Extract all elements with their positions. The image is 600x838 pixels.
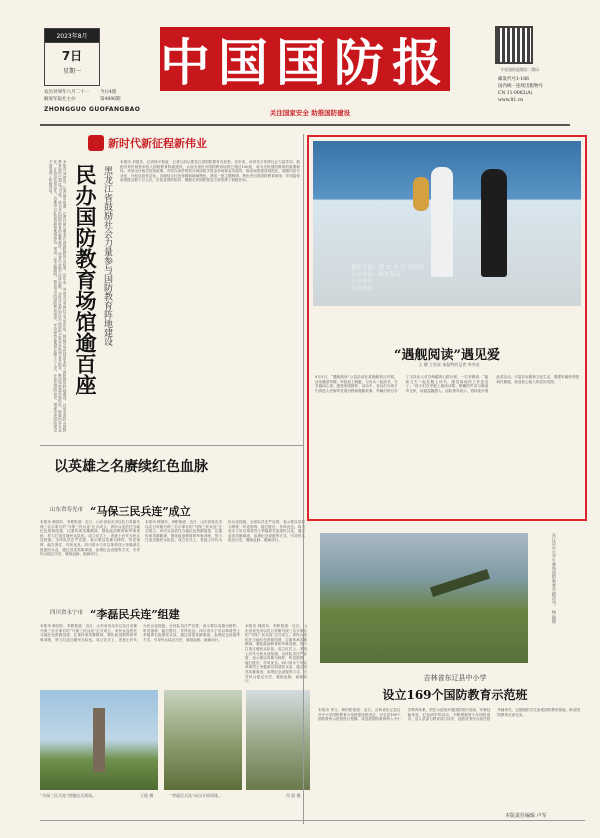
masthead-title: 中国国防报 [160, 27, 450, 91]
rule-mid-horizontal [40, 445, 303, 446]
sailor-figure [431, 167, 453, 277]
cn-number: CN 11-0062(A) [498, 91, 533, 96]
militia-training-photo [164, 690, 242, 790]
website: www.81.cn [498, 98, 524, 103]
photo-credit-overlay [351, 265, 424, 293]
lead-story-body-col2: 本报讯 刘国庆、记者徐平报道：记者日前从黑龙江省国防教育办获悉，近年来，该省充分发挥社会力量作用，鼓励引导民间资本投入国防教育阵地建设，目前全省民办国防教育场馆已超过100座，成为全民国防教育的重要载体。该省出台相关扶持政策，对符合条件的民办场馆给予资金补贴和业务指导，推动场馆建设规范化、展陈内容专业化、开放运营常态化。各地结合红色资源和地域特色，建成一批主题鲜明、特色突出的国防教育场馆，年均接待参观群众数十万人次，在普及国防知识、增强全民国防观念方面发挥了积极作用。 [120, 160, 300, 183]
bottom-body: 本报讯 李文、韩伯阳报道：近日，吉林省东辽县召开中小学国防教育示范班建设推进会，对全县169个国防教育示范班进行授牌。该县将国防教育纳入中小学教育体系，依托示范班开展国防知识讲座、军事技能体验、红色研学等活动，不断增强青少年国防意识。县人武部与教育部门协作，选派优秀民兵担任校外辅导员，定期组织学生参观国防教育基地，推动国防教育走深走实。 [318, 708, 580, 722]
center-story-headline: “遇舰阅读”遇见爱 [394, 348, 500, 363]
monument [93, 708, 105, 772]
overlay-line-3: 主办单位： [351, 279, 379, 285]
launcher-prop [430, 569, 490, 597]
qr-caption: 中国国防报微信二维码 [501, 67, 539, 72]
child-figure [413, 177, 429, 211]
edition-info: 今日4版 [100, 90, 117, 95]
date-weekday: 星期一 [62, 68, 81, 75]
sub2-location: 四川省永宁市 [50, 610, 84, 616]
feature-body-1: 本报讯 韩国东、李彬报道：近日，山东省寿光市以抗日英雄马保三名字命名的“马保三民兵连”正式成立。该民兵连依托当地红色资源组建，注重传承英雄精神，强化政治教育和军事训练，努力打造过硬民兵队伍。成立仪式上，老战士后代为民兵连授旗，全体队员庄严宣誓，表示要以英雄为榜样，听党指挥、能打胜仗、作风优良。四川省永宁市以革命烈士李磊命名组建民兵连，通过讲述英雄事迹、参观纪念设施等方式，引导民兵铭记历史、赓续血脉、砥砺前行。 [40, 520, 140, 557]
sub1-title: “马保三民兵连”成立 [90, 505, 191, 518]
lead-story-subhead: 黑龙江省鼓励社会力量参与国防教育阵地建设 [102, 166, 112, 346]
postal-code: 邮发代号1-186 [498, 77, 529, 82]
pinyin-title: ZHONGGUO GUOFANGBAO [44, 106, 141, 113]
feature-body-3: 本报讯 韩国东、李彬报道：近日，山东省寿光市以抗日英雄马保三名字命名的“马保三民兵连”正式成立。该民兵连依托当地红色资源组建，注重传承英雄精神，强化政治教育和军事训练，努力打造过硬民兵队伍。成立仪式上，老战士后代为民兵连授旗，全体队员庄严宣誓，表示要以英雄为榜样，听党指挥、能打胜仗、作风优良。四川省永宁市以革命烈士李磊命名组建民兵连，通过讲述英雄事迹、参观纪念设施等方式，引导民兵铭记历史、赓续血脉、砥砺前行。 [145, 520, 305, 543]
caption-2: 王俊 摄 [140, 793, 154, 798]
date-box [44, 28, 100, 86]
section-tag [88, 134, 207, 152]
cn-code-label: 国内统一连续出版物号 [498, 84, 543, 89]
overlay-line-2: 主办单位：海军某部 [351, 272, 401, 278]
rule-bottom [40, 820, 585, 821]
caption-right: 东辽县中小学生参加国防教育实践活动。 杨 静摄 [552, 533, 557, 624]
editor-credit: 本版责任编辑 卢军 [505, 813, 547, 819]
woman-figure [481, 169, 507, 277]
caption-1: “马保三民兵连”授旗仪式现场。 [40, 793, 97, 798]
qr-code [495, 26, 533, 64]
section-tag-label: 新时代新征程新伟业 [108, 137, 207, 150]
militia-group-photo [246, 690, 310, 790]
lunar-date: 农历癸卯年六月二十一 [44, 90, 89, 95]
center-story-body: 8月5日，“遇舰阅读”公益活动在某舰艇营区开展。活动邀请军嫂、军娃登上舰艇，与官兵一起读书、分享阅读心得，感受家国情怀。活动中，官兵们为孩子们讲述人民海军发展历程和舰艇故事，军属们则分享了支持亲人戍守海疆的心路历程。一位军嫂说：“能和丈夫一起在舰上读书，感觉离他的工作更近了。”孩子们在甲板上朗读诗歌，稚嫩的声音与海浪声交织，场面温馨感人。部队领导表示，将持续开展此类活动，丰富官兵精神文化生活，增强军属荣誉感和归属感，营造拴心留人的良好氛围。 [315, 375, 579, 393]
center-story-box [307, 135, 587, 521]
date-box-year: 2023年8月 [45, 29, 99, 43]
feature-headline: 以英雄之名赓续红色血脉 [54, 459, 208, 475]
sub2-title: “李磊民兵连”组建 [90, 608, 180, 621]
students-photo [320, 533, 528, 663]
feature-body-4: 本报讯 韩国东、李彬报道：近日，山东省寿光市以抗日英雄马保三名字命名的“马保三民兵连”正式成立。该民兵连依托当地红色资源组建，注重传承英雄精神，强化政治教育和军事训练，努力打造过硬民兵队伍。成立仪式上，老战士后代为民兵连授旗，全体队员庄严宣誓，表示要以英雄为榜样，听党指挥、能打胜仗、作风优良。四川省永宁市以革命烈士李磊命名组建民兵连，通过讲述英雄事迹、参观纪念设施等方式，引导民兵铭记历史、赓续血脉、砥砺前行。 [245, 624, 307, 684]
issue-number: 第4886期 [100, 97, 121, 102]
masthead-slogan: 关注国家安全 助推国防建设 [269, 109, 351, 117]
center-story-byline: 王 健 王若星 本报特约记者 李冬亮 [418, 362, 480, 367]
sub1-location: 山东省寿光市 [50, 507, 84, 513]
overlay-line-1: 摄影导演：胡 安 伍 文 宣传部 [351, 265, 424, 271]
ship-reading-photo [313, 141, 581, 306]
publisher: 解放军报社主办 [44, 97, 76, 102]
rule-left-col [303, 134, 304, 824]
section-logo-icon [88, 135, 104, 151]
lead-story-headline: 民办国防教育场馆逾百座 [73, 164, 98, 395]
memorial-photo [40, 690, 158, 790]
caption-3: “李磊民兵连”成员开展训练。 [170, 793, 223, 798]
bottom-headline: 设立169个国防教育示范班 [382, 688, 528, 702]
date-day: 7日 [61, 49, 83, 63]
feature-body-2: 本报讯 韩国东、李彬报道：近日，山东省寿光市以抗日英雄马保三名字命名的“马保三民兵连”正式成立。该民兵连依托当地红色资源组建，注重传承英雄精神，强化政治教育和军事训练，努力打造过硬民兵队伍。成立仪式上，老战士后代为民兵连授旗，全体队员庄严宣誓，表示要以英雄为榜样，听党指挥、能打胜仗、作风优良。四川省永宁市以革命烈士李磊命名组建民兵连，通过讲述英雄事迹、参观纪念设施等方式，引导民兵铭记历史、赓续血脉、砥砺前行。 [40, 624, 240, 642]
caption-4: 肖 阳 摄 [286, 793, 301, 798]
bottom-kicker: 吉林省东辽县中小学 [423, 674, 487, 682]
masthead-rule [40, 124, 570, 126]
overlay-line-4: 承办单位： [351, 286, 379, 292]
lead-story-body: 本报讯 刘国庆、记者徐平报道：记者日前从黑龙江省国防教育办获悉，近年来，该省充分发挥社会力量作用，鼓励引导民间资本投入国防教育阵地建设，目前全省民办国防教育场馆已超过100座，成为全民国防教育的重要载体。该省出台相关扶持政策，对符合条件的民办场馆给予资金补贴和业务指导，推动场馆建设规范化、展陈内容专业化、开放运营常态化。各地结合红色资源和地域特色，建成一批主题鲜明、特色突出的国防教育场馆，年均接待参观群众数十万人次，在普及国防知识、增强全民国防观念方面发挥了积极作用。 [49, 160, 67, 432]
